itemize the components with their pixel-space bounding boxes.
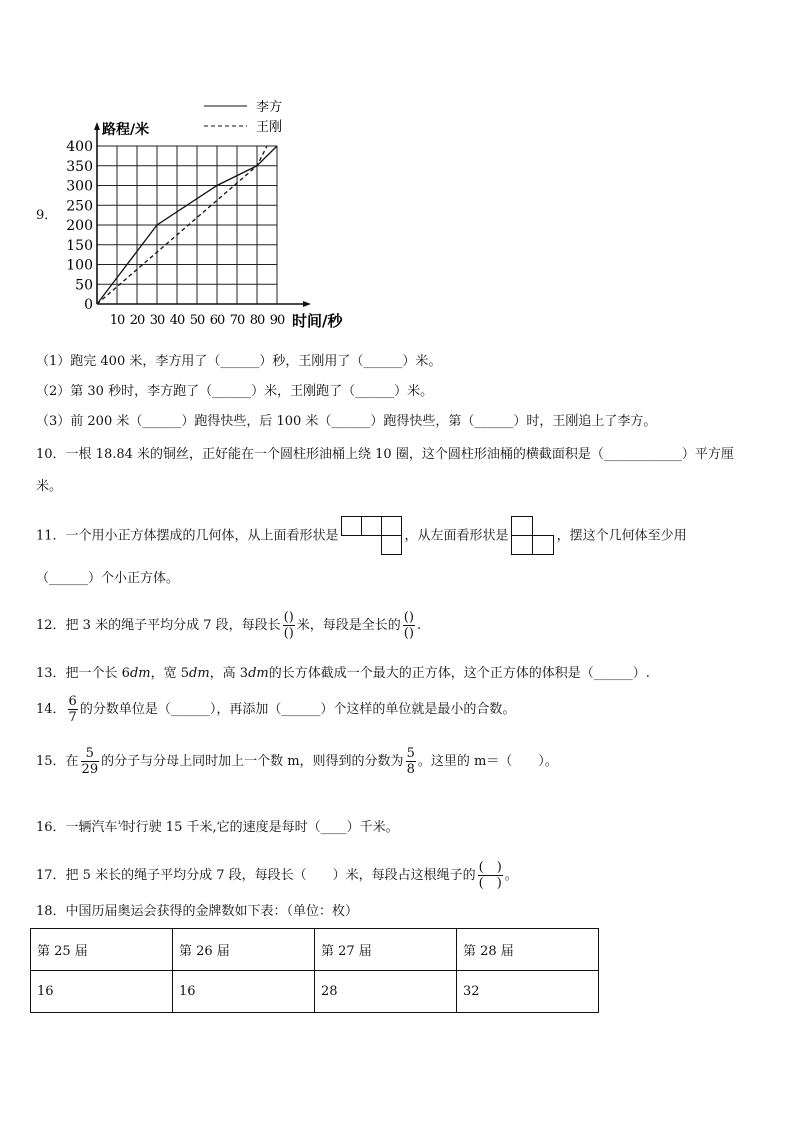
question-16-part2: 时行驶 15 千米,它的速度是每时（____）千米。 [122, 820, 399, 835]
legend-label-wanggang: 王刚 [256, 120, 283, 135]
question-11-part2: ，从左面看形状是 [404, 528, 509, 544]
question-15-part2: 的分子与分母上同时加上一个数 m，则得到的分数为 [101, 754, 404, 769]
x-tick-label: 40 [169, 313, 185, 328]
unit-dm: dm [189, 666, 210, 681]
question-12-part2: 米，每段是全长的 [296, 618, 401, 633]
question-9-sub3: （3）前 200 米（______）跑得快些，后 100 米（______）跑得快些，第（______）时，王刚追上了李方。 [36, 414, 657, 429]
y-tick-label: 50 [75, 277, 93, 294]
table-header-cell: 第 26 届 [173, 929, 315, 971]
fraction-numerator: () [403, 610, 414, 625]
question-11-line1 [36, 516, 687, 556]
question-12-part3: . [416, 618, 422, 633]
x-tick-label: 80 [249, 313, 265, 328]
question-12 [36, 608, 421, 644]
y-tick-label: 150 [66, 237, 93, 254]
y-axis-title: 路程/米 [102, 122, 150, 138]
fraction-numerator: () [283, 610, 294, 625]
unit-dm: dm [248, 666, 269, 681]
y-tick-labels [66, 139, 93, 313]
x-tick-label: 50 [189, 313, 205, 328]
question-15 [36, 744, 558, 780]
fraction-denominator: 7 [68, 710, 77, 725]
question-13-part2: ，宽 5 [150, 666, 190, 681]
question-15-fraction-1 [81, 746, 100, 777]
left-view-shape [511, 516, 555, 556]
question-16-fraction-mark: ¹⁄ [117, 820, 123, 830]
x-tick-labels [110, 313, 285, 328]
question-12-fraction-1 [283, 610, 295, 641]
question-17-part1: 17．把 5 米长的绳子平均分成 7 段，每段长（ ）米，每段占这根绳子的 [36, 868, 476, 883]
fraction-denominator: ( ) [478, 876, 502, 891]
table-cell: 32 [457, 971, 599, 1013]
table-cell: 16 [173, 971, 315, 1013]
question-14-fraction [68, 694, 78, 725]
fraction-denominator: 8 [406, 762, 415, 777]
question-9-sub2: （2）第 30 秒时，李方跑了（______）米，王刚跑了（______）米。 [36, 384, 434, 399]
x-tick-label: 60 [209, 313, 225, 328]
x-axis-arrow [303, 301, 311, 307]
y-tick-label: 400 [66, 139, 93, 155]
fraction-denominator: () [283, 626, 294, 641]
x-tick-label: 10 [109, 313, 125, 328]
question-17-fraction [478, 860, 503, 891]
y-tick-label: 300 [66, 178, 93, 195]
medal-table [30, 928, 599, 1013]
table-cell: 28 [315, 971, 457, 1013]
question-11-part1: 11．一个用小正方体摆成的几何体，从上面看形状是 [36, 528, 339, 544]
x-tick-label: 90 [269, 313, 285, 328]
fraction-numerator: 5 [81, 746, 100, 762]
fraction-numerator: 6 [68, 694, 77, 709]
question-11-line2: （______）个小正方体。 [36, 571, 180, 586]
table-header-cell: 第 27 届 [315, 929, 457, 971]
question-12-fraction-2 [403, 610, 415, 641]
distance-time-chart [42, 94, 372, 334]
question-18-text: 18．中国历届奥运会获得的金牌数如下表：（单位：枚） [36, 904, 359, 919]
question-17-part2: 。 [504, 868, 518, 883]
y-tick-label: 200 [66, 218, 93, 234]
question-14-rest: 的分数单位是（______），再添加（______）个这样的单位就是最小的合数。 [79, 702, 516, 717]
table-header-cell: 第 28 届 [457, 929, 599, 971]
x-tick-label: 20 [129, 313, 145, 328]
y-axis-arrow [94, 122, 100, 130]
y-tick-label: 0 [84, 297, 93, 313]
question-13 [36, 664, 650, 684]
question-12-part1: 12．把 3 米的绳子平均分成 7 段，每段长 [36, 618, 281, 633]
fraction-denominator: 29 [81, 762, 99, 777]
y-tick-label: 250 [66, 198, 93, 215]
question-9-sub1: （1）跑完 400 米，李方用了（______）秒，王刚用了（______）米。 [36, 354, 442, 369]
question-15-fraction-2 [406, 746, 416, 777]
x-tick-label: 70 [229, 313, 245, 328]
table-row [31, 971, 599, 1013]
top-view-shape [341, 516, 403, 556]
question-13-part3: ，高 3 [209, 666, 249, 681]
table-header-row [31, 929, 599, 971]
question-10-line1: 10．一根 18.84 米的铜丝，正好能在一个圆柱形油桶上绕 10 圈，这个圆柱形油桶的横截面积是（____________）平方厘 [36, 447, 734, 462]
y-tick-label: 350 [66, 158, 93, 175]
question-10-line2: 米。 [36, 479, 63, 494]
question-15-part3: 。这里的 m＝（ ）。 [417, 754, 558, 769]
question-14-prefix: 14． [36, 702, 66, 717]
question-15-part1: 15．在 [36, 754, 79, 769]
question-16 [36, 815, 399, 838]
question-17 [36, 858, 518, 894]
x-axis-title: 时间/秒 [292, 312, 343, 330]
y-tick-label: 100 [66, 257, 93, 274]
question-14 [36, 692, 515, 728]
question-16-part1: 16．一辆汽车 [36, 820, 118, 835]
table-header-cell: 第 25 届 [31, 929, 173, 971]
unit-dm: dm [129, 666, 151, 681]
question-13-part1: 13．把一个长 6 [36, 666, 130, 681]
question-9-number: 9． [36, 208, 58, 223]
fraction-numerator: 5 [406, 746, 415, 761]
question-13-part4: 的长方体截成一个最大的正方体，这个正方体的体积是（______）. [268, 666, 650, 681]
question-11-part3: ，摆这个几何体至少用 [556, 528, 687, 544]
table-cell: 16 [31, 971, 173, 1013]
fraction-denominator: () [403, 626, 414, 641]
legend-label-lifang: 李方 [256, 100, 283, 115]
x-tick-label: 30 [149, 313, 165, 328]
fraction-numerator: ( ) [478, 860, 502, 875]
